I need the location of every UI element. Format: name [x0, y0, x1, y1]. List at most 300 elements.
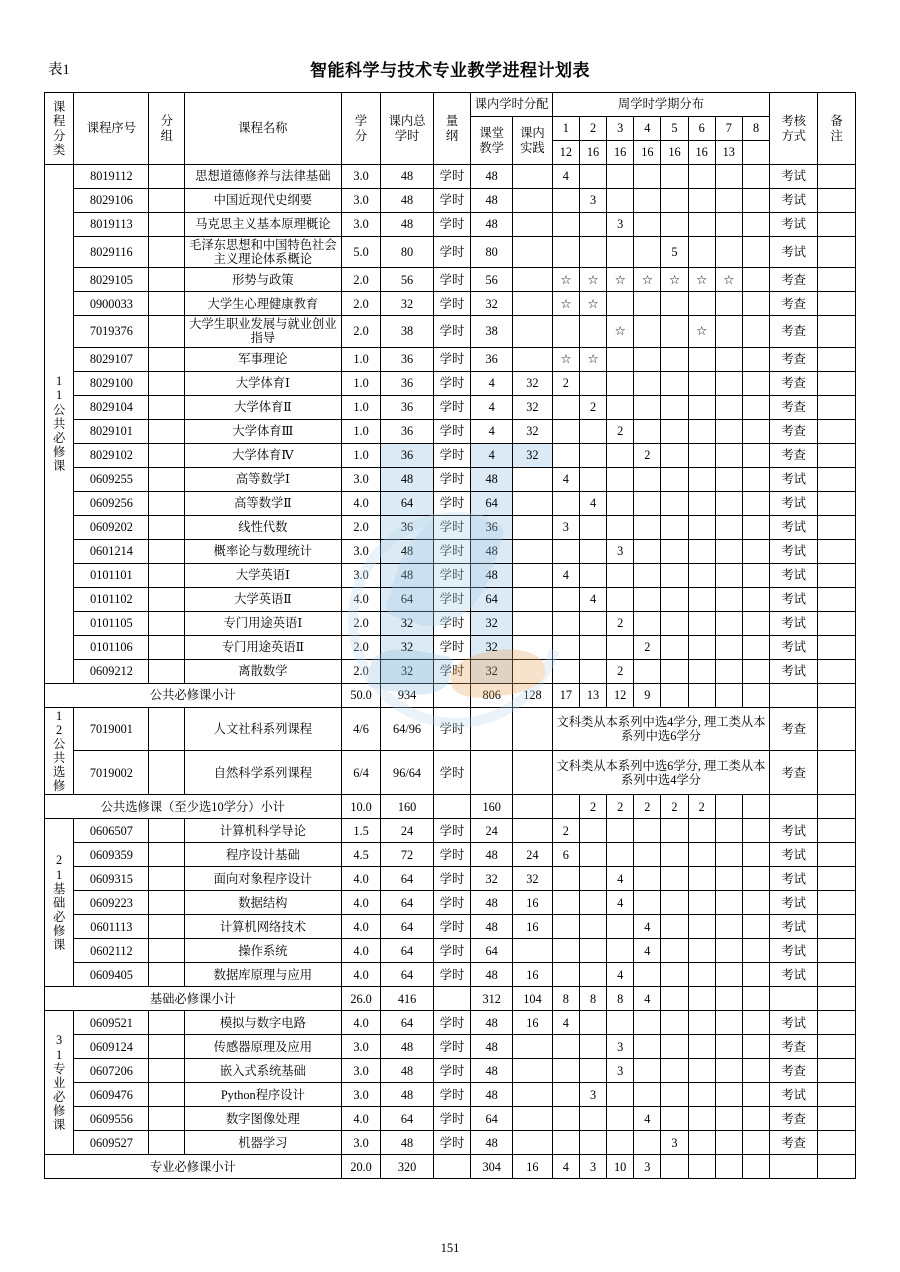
cell-week-1 [552, 659, 579, 683]
cell-credits: 3.0 [341, 1083, 381, 1107]
cell-week-4 [634, 819, 661, 843]
cell-course-no: 8029107 [74, 347, 149, 371]
cell-week-3: 3 [607, 213, 634, 237]
cell-total-hours: 48 [381, 165, 433, 189]
cell-week-5 [661, 867, 688, 891]
cell-subtotal-assessment [770, 795, 818, 819]
cell-total-hours: 72 [381, 843, 433, 867]
cell-week-1: 4 [552, 165, 579, 189]
cell-remark [818, 1083, 856, 1107]
cell-week-8 [742, 165, 769, 189]
cell-week-7 [715, 371, 742, 395]
th-course-name: 课程名称 [185, 93, 342, 165]
th-week-hours-5: 16 [661, 141, 688, 165]
cell-credits: 4.0 [341, 867, 381, 891]
cell-subtotal-label: 基础必修课小计 [45, 987, 342, 1011]
cell-week-2 [579, 316, 606, 347]
cell-lecture: 48 [471, 563, 513, 587]
cell-week-5 [661, 316, 688, 347]
cell-remark [818, 819, 856, 843]
th-week-hours-3: 16 [607, 141, 634, 165]
cell-syllabus: 学时 [433, 659, 471, 683]
cell-week-3 [607, 189, 634, 213]
cell-assessment: 考试 [770, 939, 818, 963]
cell-group [149, 939, 185, 963]
cell-credits: 2.0 [341, 515, 381, 539]
cell-week-6 [688, 939, 715, 963]
table-row [45, 915, 856, 939]
cell-course-no: 0609255 [74, 467, 149, 491]
cell-syllabus: 学时 [433, 843, 471, 867]
cell-group [149, 1107, 185, 1131]
cell-group [149, 347, 185, 371]
cell-week-5: 5 [661, 237, 688, 268]
cell-course-no: 0601214 [74, 539, 149, 563]
cell-week-2 [579, 611, 606, 635]
cell-week-2 [579, 1035, 606, 1059]
cell-week-8 [742, 563, 769, 587]
cell-subtotal-week-5: 2 [661, 795, 688, 819]
cell-syllabus: 学时 [433, 1131, 471, 1155]
cell-week-2 [579, 213, 606, 237]
cell-week-1: 4 [552, 467, 579, 491]
cell-assessment: 考查 [770, 1131, 818, 1155]
cell-lecture: 36 [471, 515, 513, 539]
cell-subtotal-week-4: 2 [634, 795, 661, 819]
cell-week-6 [688, 867, 715, 891]
cell-total-hours: 64 [381, 1107, 433, 1131]
cell-credits: 1.0 [341, 347, 381, 371]
cell-course-name: 军事理论 [185, 347, 342, 371]
cell-lecture: 48 [471, 963, 513, 987]
cell-week-6 [688, 467, 715, 491]
cell-week-7 [715, 819, 742, 843]
cell-week-8 [742, 1131, 769, 1155]
cell-week-3 [607, 371, 634, 395]
cell-week-8 [742, 189, 769, 213]
cell-remark [818, 867, 856, 891]
cell-subtotal-label: 公共必修课小计 [45, 683, 342, 707]
cell-practice [513, 347, 553, 371]
cell-total-hours: 24 [381, 819, 433, 843]
cell-course-name: 形势与政策 [185, 268, 342, 292]
cell-course-name: 专门用途英语Ⅱ [185, 635, 342, 659]
th-week-hours-6: 16 [688, 141, 715, 165]
cell-assessment: 考试 [770, 237, 818, 268]
cell-group [149, 419, 185, 443]
cell-week-3 [607, 915, 634, 939]
cell-week-7 [715, 467, 742, 491]
cell-credits: 4.0 [341, 915, 381, 939]
cell-group [149, 611, 185, 635]
cell-subtotal-unit [433, 683, 471, 707]
cell-remark [818, 963, 856, 987]
cell-course-name: 大学英语Ⅰ [185, 563, 342, 587]
cell-remark [818, 1011, 856, 1035]
cell-syllabus: 学时 [433, 819, 471, 843]
table-row [45, 189, 856, 213]
cell-syllabus: 学时 [433, 611, 471, 635]
cell-week-1 [552, 939, 579, 963]
cell-week-4 [634, 891, 661, 915]
cell-week-5: ☆ [661, 268, 688, 292]
cell-week-1 [552, 891, 579, 915]
cell-week-4 [634, 467, 661, 491]
cell-remark [818, 316, 856, 347]
cell-week-5 [661, 891, 688, 915]
cell-lecture [471, 707, 513, 751]
table-row [45, 515, 856, 539]
cell-subtotal-week-7 [715, 1155, 742, 1179]
cell-week-2 [579, 419, 606, 443]
cell-week-4: ☆ [634, 268, 661, 292]
cell-lecture: 48 [471, 189, 513, 213]
cell-group [149, 659, 185, 683]
cell-remark [818, 563, 856, 587]
cell-assessment: 考试 [770, 659, 818, 683]
cell-week-1 [552, 237, 579, 268]
cell-course-no: 0609256 [74, 491, 149, 515]
cell-assessment: 考试 [770, 1011, 818, 1035]
cell-lecture: 48 [471, 1131, 513, 1155]
cell-total-hours: 32 [381, 611, 433, 635]
cell-syllabus: 学时 [433, 443, 471, 467]
cell-subtotal-practice: 104 [513, 987, 553, 1011]
cell-week-3 [607, 587, 634, 611]
th-week-hours-7: 13 [715, 141, 742, 165]
cell-subtotal-assessment [770, 683, 818, 707]
cell-week-5 [661, 165, 688, 189]
cell-credits: 4.0 [341, 491, 381, 515]
cell-practice [513, 1083, 553, 1107]
table-row [45, 347, 856, 371]
cell-group [149, 1035, 185, 1059]
cell-course-no: 0101105 [74, 611, 149, 635]
cell-group [149, 443, 185, 467]
cell-week-5: 3 [661, 1131, 688, 1155]
cell-week-1 [552, 963, 579, 987]
cell-remark [818, 371, 856, 395]
cell-practice [513, 1035, 553, 1059]
cell-course-name: 计算机网络技术 [185, 915, 342, 939]
cell-syllabus: 学时 [433, 213, 471, 237]
cell-week-6 [688, 539, 715, 563]
cell-syllabus: 学时 [433, 467, 471, 491]
cell-syllabus: 学时 [433, 292, 471, 316]
cell-course-no: 0900033 [74, 292, 149, 316]
cell-course-no: 8029101 [74, 419, 149, 443]
cell-week-2 [579, 1059, 606, 1083]
cell-practice: 16 [513, 915, 553, 939]
cell-remark [818, 237, 856, 268]
cell-course-name: 计算机科学导论 [185, 819, 342, 843]
cell-week-1 [552, 1131, 579, 1155]
cell-subtotal-lecture: 160 [471, 795, 513, 819]
cell-course-name: 数据库原理与应用 [185, 963, 342, 987]
cell-week-4 [634, 867, 661, 891]
cell-assessment: 考查 [770, 371, 818, 395]
cell-course-name: 嵌入式系统基础 [185, 1059, 342, 1083]
cell-practice [513, 611, 553, 635]
cell-week-5 [661, 491, 688, 515]
table-label: 表1 [48, 62, 70, 78]
table-row [45, 751, 856, 795]
cell-week-5 [661, 611, 688, 635]
cell-week-3: 4 [607, 891, 634, 915]
cell-week-4: 2 [634, 443, 661, 467]
th-week-6: 6 [688, 117, 715, 141]
cell-credits: 2.0 [341, 611, 381, 635]
cell-week-3: 3 [607, 1059, 634, 1083]
cell-week-4 [634, 419, 661, 443]
cell-week-1 [552, 491, 579, 515]
cell-week-2 [579, 939, 606, 963]
cell-course-name: 线性代数 [185, 515, 342, 539]
cell-week-5 [661, 963, 688, 987]
cell-subtotal-total: 934 [381, 683, 433, 707]
cell-lecture: 48 [471, 1083, 513, 1107]
cell-practice: 32 [513, 443, 553, 467]
cell-week-4 [634, 292, 661, 316]
cell-week-1: ☆ [552, 268, 579, 292]
cell-week-4 [634, 237, 661, 268]
cell-group [149, 316, 185, 347]
cell-course-no: 8029104 [74, 395, 149, 419]
cell-week-6 [688, 963, 715, 987]
cell-course-name: 大学体育Ⅲ [185, 419, 342, 443]
cell-credits: 3.0 [341, 467, 381, 491]
cell-course-no: 8029116 [74, 237, 149, 268]
cell-week-4 [634, 395, 661, 419]
cell-group [149, 635, 185, 659]
cell-credits: 3.0 [341, 189, 381, 213]
table-row [45, 587, 856, 611]
cell-week-8 [742, 1107, 769, 1131]
table-row [45, 292, 856, 316]
cell-week-7 [715, 213, 742, 237]
cell-assessment: 考试 [770, 189, 818, 213]
cell-week-7 [715, 1035, 742, 1059]
th-remark: 备 注 [818, 93, 856, 165]
cell-course-no: 0101102 [74, 587, 149, 611]
cell-week-6 [688, 563, 715, 587]
th-credits: 学 分 [341, 93, 381, 165]
cell-week-8 [742, 659, 769, 683]
cell-lecture: 48 [471, 843, 513, 867]
cell-remark [818, 491, 856, 515]
cell-lecture: 4 [471, 419, 513, 443]
cell-week-6 [688, 1035, 715, 1059]
cell-group [149, 539, 185, 563]
cell-week-2 [579, 915, 606, 939]
cell-week-7 [715, 237, 742, 268]
cell-course-name: 面向对象程序设计 [185, 867, 342, 891]
cell-practice: 32 [513, 371, 553, 395]
cell-week-1: 2 [552, 819, 579, 843]
cell-week-2 [579, 539, 606, 563]
th-week-7: 7 [715, 117, 742, 141]
cell-total-hours: 48 [381, 1131, 433, 1155]
cell-subtotal-remark [818, 683, 856, 707]
cell-week-8 [742, 395, 769, 419]
cell-subtotal-week-5 [661, 987, 688, 1011]
cell-course-name: 机器学习 [185, 1131, 342, 1155]
cell-credits: 4.0 [341, 891, 381, 915]
table-row [45, 1035, 856, 1059]
cell-subtotal-label: 公共选修课（至少选10学分）小计 [45, 795, 342, 819]
cell-total-hours: 48 [381, 467, 433, 491]
cell-course-name: 传感器原理及应用 [185, 1035, 342, 1059]
section-label-0: 1 1 公 共 必 修 课 [45, 165, 74, 684]
cell-syllabus: 学时 [433, 635, 471, 659]
cell-lecture [471, 751, 513, 795]
cell-subtotal-week-8 [742, 795, 769, 819]
cell-credits: 1.0 [341, 419, 381, 443]
cell-week-5 [661, 635, 688, 659]
cell-course-no: 8019113 [74, 213, 149, 237]
cell-course-name: 大学体育Ⅱ [185, 395, 342, 419]
cell-course-no: 7019376 [74, 316, 149, 347]
cell-week-8 [742, 611, 769, 635]
cell-subtotal-week-3: 10 [607, 1155, 634, 1179]
cell-subtotal-remark [818, 1155, 856, 1179]
cell-group [149, 1059, 185, 1083]
cell-group [149, 515, 185, 539]
cell-total-hours: 64 [381, 491, 433, 515]
cell-practice: 16 [513, 891, 553, 915]
th-week-hours-4: 16 [634, 141, 661, 165]
header-row [44, 50, 856, 84]
cell-week-4: 2 [634, 635, 661, 659]
cell-course-name: 大学体育Ⅳ [185, 443, 342, 467]
cell-lecture: 48 [471, 165, 513, 189]
th-week-3: 3 [607, 117, 634, 141]
cell-syllabus: 学时 [433, 1059, 471, 1083]
cell-practice [513, 707, 553, 751]
cell-week-6 [688, 189, 715, 213]
cell-remark [818, 587, 856, 611]
cell-total-hours: 64 [381, 867, 433, 891]
cell-group [149, 1131, 185, 1155]
cell-remark [818, 515, 856, 539]
cell-course-no: 0101106 [74, 635, 149, 659]
cell-course-name: Python程序设计 [185, 1083, 342, 1107]
cell-subtotal-week-8 [742, 683, 769, 707]
cell-course-no: 0607206 [74, 1059, 149, 1083]
cell-syllabus: 学时 [433, 539, 471, 563]
th-week-4: 4 [634, 117, 661, 141]
cell-week-3 [607, 843, 634, 867]
cell-subtotal-week-6 [688, 683, 715, 707]
cell-lecture: 64 [471, 491, 513, 515]
cell-practice [513, 292, 553, 316]
cell-group [149, 371, 185, 395]
cell-practice: 32 [513, 867, 553, 891]
cell-week-6 [688, 371, 715, 395]
cell-week-3 [607, 443, 634, 467]
cell-remark [818, 659, 856, 683]
cell-week-3 [607, 395, 634, 419]
cell-week-5 [661, 395, 688, 419]
cell-week-5 [661, 1011, 688, 1035]
cell-assessment: 考试 [770, 843, 818, 867]
table-row [45, 939, 856, 963]
th-week-2: 2 [579, 117, 606, 141]
cell-practice [513, 237, 553, 268]
cell-practice [513, 635, 553, 659]
th-group: 分 组 [149, 93, 185, 165]
cell-total-hours: 48 [381, 1083, 433, 1107]
cell-remark [818, 213, 856, 237]
cell-week-4 [634, 347, 661, 371]
cell-week-4 [634, 587, 661, 611]
cell-week-1 [552, 395, 579, 419]
cell-week-8 [742, 515, 769, 539]
cell-credits: 1.0 [341, 395, 381, 419]
cell-course-no: 0609212 [74, 659, 149, 683]
cell-subtotal-label: 专业必修课小计 [45, 1155, 342, 1179]
table-row [45, 1131, 856, 1155]
cell-group [149, 587, 185, 611]
cell-practice [513, 819, 553, 843]
cell-week-3 [607, 1131, 634, 1155]
cell-course-name: 模拟与数字电路 [185, 1011, 342, 1035]
cell-credits: 4.0 [341, 963, 381, 987]
cell-course-name: 数据结构 [185, 891, 342, 915]
cell-practice [513, 467, 553, 491]
cell-lecture: 32 [471, 635, 513, 659]
cell-syllabus: 学时 [433, 1083, 471, 1107]
cell-subtotal-week-1: 17 [552, 683, 579, 707]
cell-subtotal-credits: 50.0 [341, 683, 381, 707]
cell-syllabus: 学时 [433, 891, 471, 915]
cell-week-7 [715, 963, 742, 987]
cell-week-7 [715, 189, 742, 213]
cell-group [149, 292, 185, 316]
cell-course-name: 专门用途英语Ⅰ [185, 611, 342, 635]
cell-week-8 [742, 843, 769, 867]
section-label-1: 1 2 公 共 选 修 [45, 707, 74, 795]
cell-note: 文科类从本系列中选4学分, 理工类从本系列中选6学分 [552, 707, 769, 751]
cell-assessment: 考试 [770, 165, 818, 189]
cell-subtotal-unit [433, 987, 471, 1011]
cell-course-name: 大学生心理健康教育 [185, 292, 342, 316]
cell-assessment: 考查 [770, 1059, 818, 1083]
cell-week-6 [688, 292, 715, 316]
cell-week-2 [579, 1011, 606, 1035]
cell-week-5 [661, 843, 688, 867]
cell-week-8 [742, 891, 769, 915]
cell-syllabus: 学时 [433, 939, 471, 963]
cell-remark [818, 1131, 856, 1155]
cell-total-hours: 64/96 [381, 707, 433, 751]
cell-assessment: 考查 [770, 268, 818, 292]
cell-week-8 [742, 443, 769, 467]
cell-course-name: 自然科学系列课程 [185, 751, 342, 795]
cell-course-no: 0101101 [74, 563, 149, 587]
cell-credits: 5.0 [341, 237, 381, 268]
subtotal-row [45, 683, 856, 707]
cell-total-hours: 36 [381, 395, 433, 419]
cell-practice [513, 316, 553, 347]
cell-week-8 [742, 491, 769, 515]
cell-subtotal-credits: 20.0 [341, 1155, 381, 1179]
cell-week-2 [579, 443, 606, 467]
cell-syllabus: 学时 [433, 1107, 471, 1131]
cell-course-name: 大学生职业发展与就业创业指导 [185, 316, 342, 347]
cell-credits: 4.0 [341, 939, 381, 963]
cell-week-6 [688, 635, 715, 659]
